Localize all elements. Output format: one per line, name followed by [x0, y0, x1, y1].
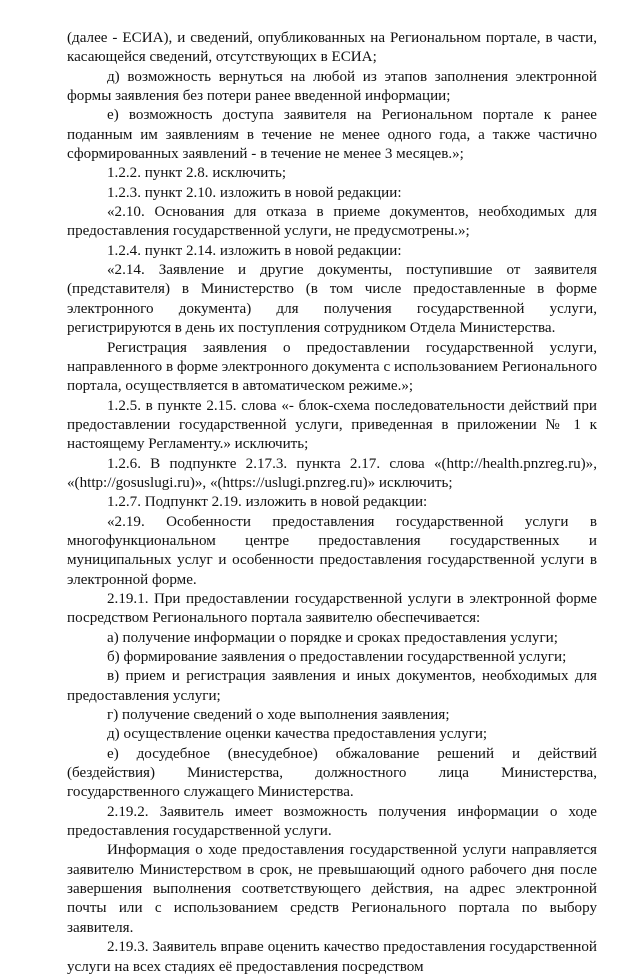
- paragraph-1-2-5: 1.2.5. в пункте 2.15. слова «- блок-схема последовательности действий при предоставлении государственной услуги, приведенная в приложении № 1 к настоящему Регламенту.» исключить;: [67, 397, 597, 453]
- paragraph-1-2-7: 1.2.7. Подпункт 2.19. изложить в новой редакции:: [107, 494, 428, 511]
- paragraph-registration-automatic: Регистрация заявления о предоставлении государственной услуги, направленного в форме электронного документа с использованием Регионального портала, осуществляется в автоматическом режиме.»;: [67, 339, 597, 395]
- paragraph-1-2-3: 1.2.3. пункт 2.10. изложить в новой редакции:: [107, 184, 402, 201]
- paragraph-item-g: г) получение сведений о ходе выполнения заявления;: [107, 707, 450, 724]
- paragraph-item-a: а) получение информации о порядке и сроках предоставления услуги;: [107, 629, 558, 646]
- paragraph-item-d-return-to-step: д) возможность вернуться на любой из этапов заполнения электронной формы заявления без потери ранее введенной информации;: [67, 68, 597, 105]
- paragraph-1-2-4: 1.2.4. пункт 2.14. изложить в новой редакции:: [107, 242, 402, 259]
- paragraph-item-v: в) прием и регистрация заявления и иных документов, необходимых для предоставления услуги;: [67, 668, 597, 704]
- paragraph-2-10: «2.10. Основания для отказа в приеме документов, необходимых для предоставления государственной услуги, не предусмотрены.»;: [67, 204, 597, 240]
- paragraph-1-2-2: 1.2.2. пункт 2.8. исключить;: [107, 165, 287, 182]
- paragraph-item-d: д) осуществление оценки качества предоставления услуги;: [107, 726, 488, 743]
- paragraph-1-2-6: 1.2.6. В подпункте 2.17.3. пункта 2.17. слова «(http://health.pnzreg.ru)», «(http://gosuslugi.ru)», «(https://uslugi.pnzreg.ru)» исключить;: [67, 455, 597, 491]
- paragraph-2-14: «2.14. Заявление и другие документы, поступившие от заявителя (представителя) в Министерство (в том числе предоставленные в форме электронного документа) для получения государственной услуги, регистрируются в день их поступления сотрудником Отдела Министерства.: [67, 262, 597, 337]
- paragraph-2-19-2: 2.19.2. Заявитель имеет возможность получения информации о ходе предоставления государственной услуги.: [67, 803, 597, 840]
- paragraph-2-19-3: 2.19.3. Заявитель вправе оценить качество предоставления государственной услуги на всех стадиях её предоставления посредством: [67, 939, 597, 975]
- paragraph-esia-continuation: (далее - ЕСИА), и сведений, опубликованных на Региональном портале, в части, касающейся сведений, отсутствующих в ЕСИА;: [67, 30, 597, 66]
- paragraph-item-e: е) досудебное (внесудебное) обжалование решений и действий (бездействия) Министерства, должностного лица Министерства, государственного служащего Министерства.: [67, 745, 597, 801]
- paragraph-item-b: б) формирование заявления о предоставлении государственной услуги;: [107, 649, 567, 665]
- paragraph-progress-info: Информация о ходе предоставления государственной услуги направляется заявителю Министерством в срок, не превышающий одного рабочего дня после завершения выполнения соответствующего действия, на адрес электронной почты или с использованием средств Регионального портала по выбору заявителя.: [67, 842, 597, 936]
- paragraph-2-19: «2.19. Особенности предоставления государственной услуги в многофункциональном центре предоставления государственных и муниципальных услуг и особенности предоставления государственной услуги в электронной форме.: [67, 513, 597, 588]
- paragraph-2-19-1: 2.19.1. При предоставлении государственной услуги в электронной форме посредством Регионального портала заявителю обеспечивается:: [67, 590, 597, 627]
- document-body: [67, 29, 597, 977]
- paragraph-item-e-access-applications: е) возможность доступа заявителя на Региональном портале к ранее поданным им заявлениям в течение не менее одного года, а также частично сформированных заявлений - в течение не менее 3 месяцев.»;: [67, 107, 597, 163]
